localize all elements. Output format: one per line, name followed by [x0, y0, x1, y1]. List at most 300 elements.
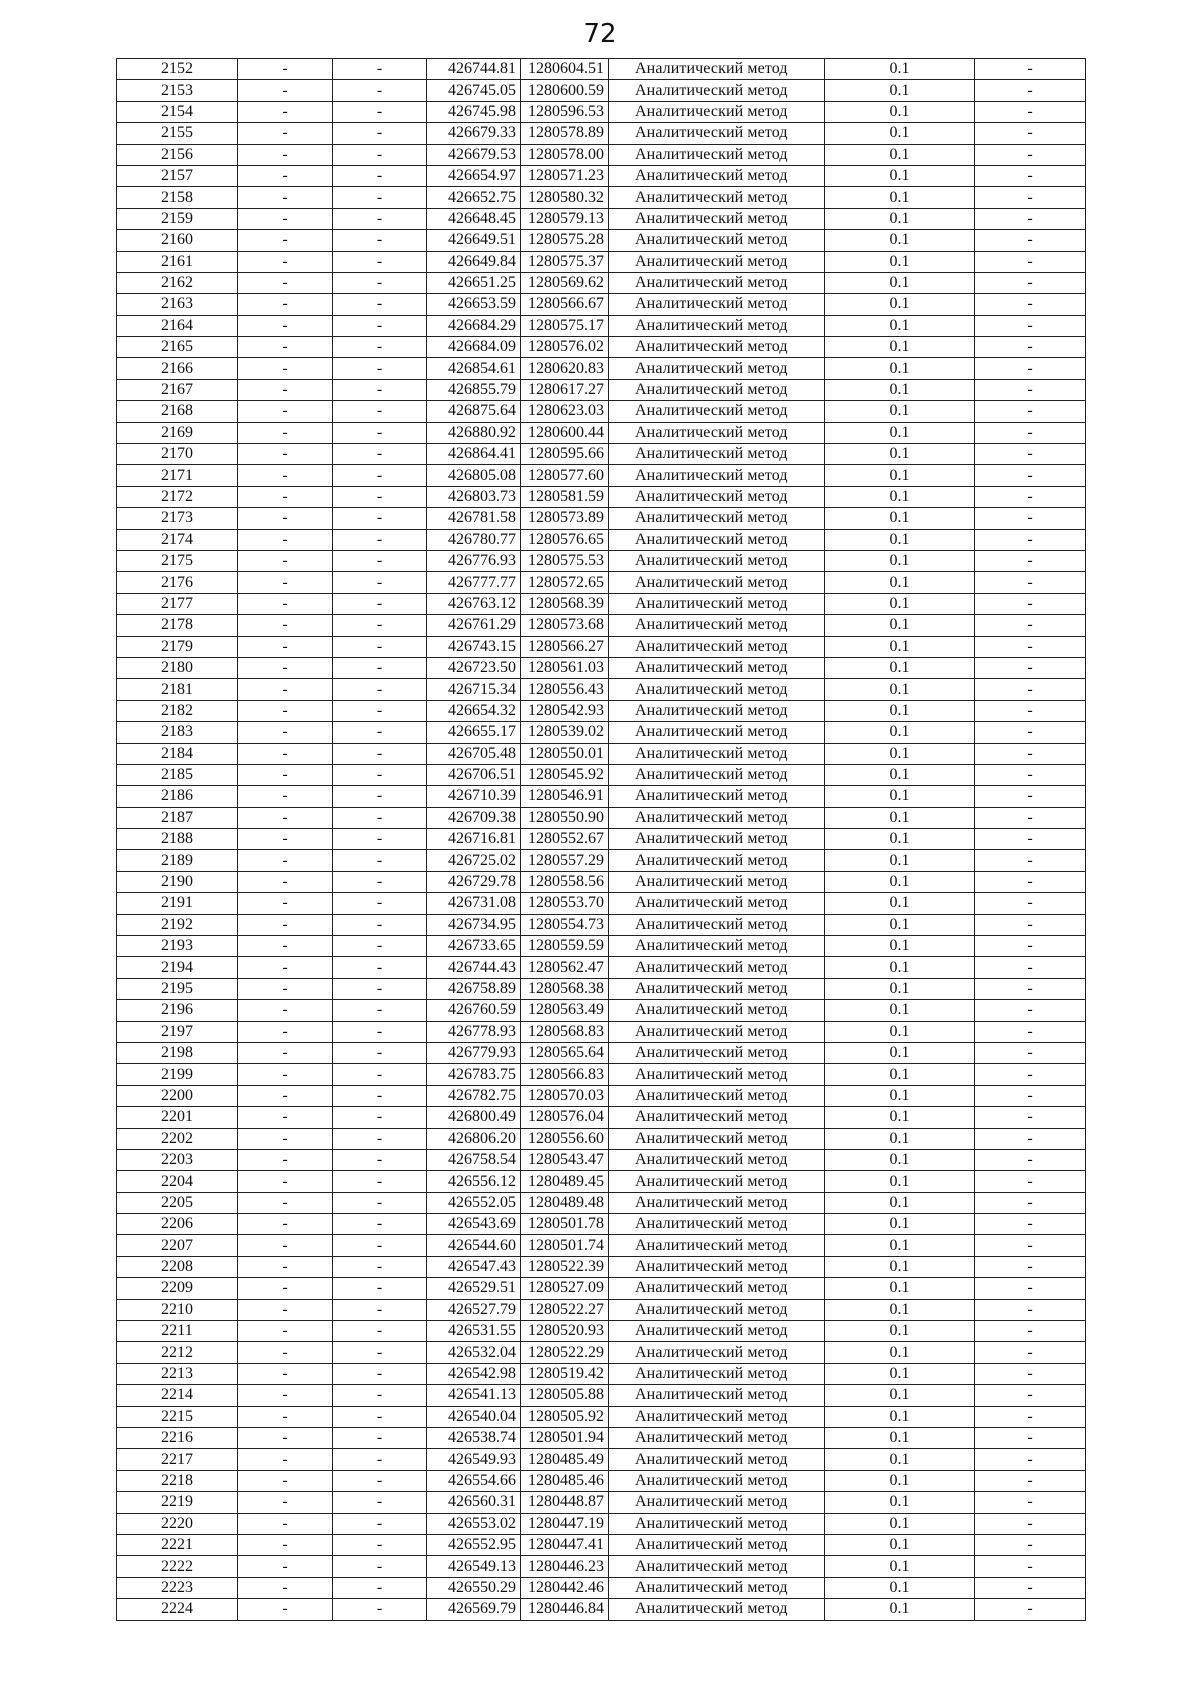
y-coordinate-cell: 1280600.59: [521, 80, 609, 101]
x-coordinate-cell: 426745.05: [427, 80, 521, 101]
y-coordinate-cell: 1280578.00: [521, 144, 609, 165]
method-cell: Аналитический метод: [609, 1235, 825, 1256]
point-number-cell: 2205: [117, 1192, 238, 1213]
empty-cell: -: [238, 1149, 333, 1170]
table-row: [117, 850, 1086, 871]
method-cell: Аналитический метод: [609, 1577, 825, 1598]
empty-cell: -: [975, 914, 1086, 935]
x-coordinate-cell: 426758.54: [427, 1149, 521, 1170]
point-number-cell: 2164: [117, 315, 238, 336]
precision-cell: 0.1: [825, 508, 975, 529]
empty-cell: -: [975, 593, 1086, 614]
y-coordinate-cell: 1280505.92: [521, 1406, 609, 1427]
method-cell: Аналитический метод: [609, 572, 825, 593]
method-cell: Аналитический метод: [609, 550, 825, 571]
y-coordinate-cell: 1280569.62: [521, 272, 609, 293]
empty-cell: -: [975, 636, 1086, 657]
empty-cell: -: [975, 165, 1086, 186]
table-row: [117, 465, 1086, 486]
y-coordinate-cell: 1280489.48: [521, 1192, 609, 1213]
precision-cell: 0.1: [825, 1256, 975, 1277]
y-coordinate-cell: 1280596.53: [521, 101, 609, 122]
empty-cell: -: [238, 1321, 333, 1342]
empty-cell: -: [238, 1534, 333, 1555]
table-row: [117, 144, 1086, 165]
table-row: [117, 1385, 1086, 1406]
empty-cell: -: [975, 957, 1086, 978]
empty-cell: -: [975, 1342, 1086, 1363]
empty-cell: -: [238, 1171, 333, 1192]
method-cell: Аналитический метод: [609, 422, 825, 443]
empty-cell: -: [238, 508, 333, 529]
empty-cell: -: [975, 379, 1086, 400]
point-number-cell: 2190: [117, 871, 238, 892]
precision-cell: 0.1: [825, 401, 975, 422]
empty-cell: -: [975, 1128, 1086, 1149]
y-coordinate-cell: 1280620.83: [521, 358, 609, 379]
empty-cell: -: [238, 636, 333, 657]
precision-cell: 0.1: [825, 101, 975, 122]
empty-cell: -: [975, 1085, 1086, 1106]
x-coordinate-cell: 426654.32: [427, 700, 521, 721]
empty-cell: -: [975, 743, 1086, 764]
x-coordinate-cell: 426733.65: [427, 936, 521, 957]
empty-cell: -: [333, 529, 427, 550]
point-number-cell: 2221: [117, 1534, 238, 1555]
precision-cell: 0.1: [825, 1192, 975, 1213]
y-coordinate-cell: 1280570.03: [521, 1085, 609, 1106]
x-coordinate-cell: 426806.20: [427, 1128, 521, 1149]
precision-cell: 0.1: [825, 1085, 975, 1106]
empty-cell: -: [975, 80, 1086, 101]
point-number-cell: 2213: [117, 1363, 238, 1384]
y-coordinate-cell: 1280520.93: [521, 1321, 609, 1342]
method-cell: Аналитический метод: [609, 165, 825, 186]
empty-cell: -: [333, 1064, 427, 1085]
x-coordinate-cell: 426540.04: [427, 1406, 521, 1427]
point-number-cell: 2217: [117, 1449, 238, 1470]
empty-cell: -: [975, 1321, 1086, 1342]
y-coordinate-cell: 1280604.51: [521, 59, 609, 80]
empty-cell: -: [333, 1256, 427, 1277]
precision-cell: 0.1: [825, 1000, 975, 1021]
empty-cell: -: [333, 1428, 427, 1449]
empty-cell: -: [238, 572, 333, 593]
point-number-cell: 2169: [117, 422, 238, 443]
x-coordinate-cell: 426529.51: [427, 1278, 521, 1299]
empty-cell: -: [333, 230, 427, 251]
empty-cell: -: [333, 422, 427, 443]
method-cell: Аналитический метод: [609, 508, 825, 529]
x-coordinate-cell: 426723.50: [427, 657, 521, 678]
x-coordinate-cell: 426880.92: [427, 422, 521, 443]
precision-cell: 0.1: [825, 1556, 975, 1577]
method-cell: Аналитический метод: [609, 529, 825, 550]
empty-cell: -: [238, 1192, 333, 1213]
x-coordinate-cell: 426549.13: [427, 1556, 521, 1577]
table-row: [117, 251, 1086, 272]
empty-cell: -: [975, 1214, 1086, 1235]
precision-cell: 0.1: [825, 358, 975, 379]
y-coordinate-cell: 1280485.49: [521, 1449, 609, 1470]
precision-cell: 0.1: [825, 144, 975, 165]
point-number-cell: 2182: [117, 700, 238, 721]
point-number-cell: 2177: [117, 593, 238, 614]
table-row: [117, 871, 1086, 892]
table-row: [117, 1256, 1086, 1277]
point-number-cell: 2174: [117, 529, 238, 550]
empty-cell: -: [333, 358, 427, 379]
point-number-cell: 2180: [117, 657, 238, 678]
method-cell: Аналитический метод: [609, 1513, 825, 1534]
x-coordinate-cell: 426855.79: [427, 379, 521, 400]
precision-cell: 0.1: [825, 550, 975, 571]
empty-cell: -: [238, 1299, 333, 1320]
precision-cell: 0.1: [825, 636, 975, 657]
empty-cell: -: [333, 764, 427, 785]
coordinates-table: [116, 58, 1086, 1621]
precision-cell: 0.1: [825, 1278, 975, 1299]
empty-cell: -: [975, 208, 1086, 229]
empty-cell: -: [238, 1406, 333, 1427]
point-number-cell: 2223: [117, 1577, 238, 1598]
method-cell: Аналитический метод: [609, 1085, 825, 1106]
empty-cell: -: [333, 315, 427, 336]
point-number-cell: 2196: [117, 1000, 238, 1021]
empty-cell: -: [238, 679, 333, 700]
empty-cell: -: [238, 764, 333, 785]
point-number-cell: 2170: [117, 444, 238, 465]
point-number-cell: 2181: [117, 679, 238, 700]
precision-cell: 0.1: [825, 593, 975, 614]
precision-cell: 0.1: [825, 1577, 975, 1598]
x-coordinate-cell: 426538.74: [427, 1428, 521, 1449]
empty-cell: -: [333, 1492, 427, 1513]
method-cell: Аналитический метод: [609, 1599, 825, 1620]
empty-cell: -: [238, 1235, 333, 1256]
x-coordinate-cell: 426783.75: [427, 1064, 521, 1085]
empty-cell: -: [975, 1556, 1086, 1577]
precision-cell: 0.1: [825, 465, 975, 486]
empty-cell: -: [333, 272, 427, 293]
empty-cell: -: [333, 465, 427, 486]
empty-cell: -: [975, 871, 1086, 892]
y-coordinate-cell: 1280575.53: [521, 550, 609, 571]
empty-cell: -: [975, 1470, 1086, 1491]
method-cell: Аналитический метод: [609, 1385, 825, 1406]
method-cell: Аналитический метод: [609, 1492, 825, 1513]
table-row: [117, 700, 1086, 721]
x-coordinate-cell: 426679.53: [427, 144, 521, 165]
table-row: [117, 829, 1086, 850]
precision-cell: 0.1: [825, 444, 975, 465]
table-body: [117, 59, 1086, 1621]
point-number-cell: 2187: [117, 807, 238, 828]
empty-cell: -: [975, 1042, 1086, 1063]
y-coordinate-cell: 1280575.17: [521, 315, 609, 336]
precision-cell: 0.1: [825, 1235, 975, 1256]
table-row: [117, 1235, 1086, 1256]
empty-cell: -: [238, 1021, 333, 1042]
empty-cell: -: [333, 486, 427, 507]
x-coordinate-cell: 426549.93: [427, 1449, 521, 1470]
table-row: [117, 1363, 1086, 1384]
point-number-cell: 2202: [117, 1128, 238, 1149]
method-cell: Аналитический метод: [609, 636, 825, 657]
table-row: [117, 893, 1086, 914]
y-coordinate-cell: 1280543.47: [521, 1149, 609, 1170]
empty-cell: -: [333, 978, 427, 999]
method-cell: Аналитический метод: [609, 1363, 825, 1384]
empty-cell: -: [975, 1107, 1086, 1128]
point-number-cell: 2192: [117, 914, 238, 935]
empty-cell: -: [333, 936, 427, 957]
method-cell: Аналитический метод: [609, 144, 825, 165]
x-coordinate-cell: 426560.31: [427, 1492, 521, 1513]
y-coordinate-cell: 1280559.59: [521, 936, 609, 957]
empty-cell: -: [333, 957, 427, 978]
table-row: [117, 422, 1086, 443]
y-coordinate-cell: 1280562.47: [521, 957, 609, 978]
x-coordinate-cell: 426715.34: [427, 679, 521, 700]
empty-cell: -: [975, 550, 1086, 571]
precision-cell: 0.1: [825, 294, 975, 315]
point-number-cell: 2171: [117, 465, 238, 486]
precision-cell: 0.1: [825, 1492, 975, 1513]
x-coordinate-cell: 426556.12: [427, 1171, 521, 1192]
point-number-cell: 2156: [117, 144, 238, 165]
method-cell: Аналитический метод: [609, 101, 825, 122]
precision-cell: 0.1: [825, 722, 975, 743]
precision-cell: 0.1: [825, 486, 975, 507]
table-row: [117, 1278, 1086, 1299]
empty-cell: -: [238, 593, 333, 614]
x-coordinate-cell: 426648.45: [427, 208, 521, 229]
x-coordinate-cell: 426780.77: [427, 529, 521, 550]
point-number-cell: 2198: [117, 1042, 238, 1063]
method-cell: Аналитический метод: [609, 1107, 825, 1128]
empty-cell: -: [238, 444, 333, 465]
method-cell: Аналитический метод: [609, 1064, 825, 1085]
empty-cell: -: [975, 144, 1086, 165]
empty-cell: -: [238, 1107, 333, 1128]
empty-cell: -: [238, 936, 333, 957]
method-cell: Аналитический метод: [609, 978, 825, 999]
empty-cell: -: [238, 829, 333, 850]
point-number-cell: 2179: [117, 636, 238, 657]
x-coordinate-cell: 426527.79: [427, 1299, 521, 1320]
method-cell: Аналитический метод: [609, 486, 825, 507]
empty-cell: -: [238, 59, 333, 80]
method-cell: Аналитический метод: [609, 807, 825, 828]
precision-cell: 0.1: [825, 1021, 975, 1042]
precision-cell: 0.1: [825, 165, 975, 186]
empty-cell: -: [238, 850, 333, 871]
empty-cell: -: [333, 679, 427, 700]
point-number-cell: 2191: [117, 893, 238, 914]
method-cell: Аналитический метод: [609, 1321, 825, 1342]
table-row: [117, 593, 1086, 614]
table-row: [117, 1406, 1086, 1427]
y-coordinate-cell: 1280527.09: [521, 1278, 609, 1299]
empty-cell: -: [333, 593, 427, 614]
x-coordinate-cell: 426550.29: [427, 1577, 521, 1598]
empty-cell: -: [975, 59, 1086, 80]
table-row: [117, 657, 1086, 678]
empty-cell: -: [333, 1599, 427, 1620]
empty-cell: -: [238, 208, 333, 229]
point-number-cell: 2208: [117, 1256, 238, 1277]
empty-cell: -: [333, 1042, 427, 1063]
x-coordinate-cell: 426649.84: [427, 251, 521, 272]
x-coordinate-cell: 426649.51: [427, 230, 521, 251]
empty-cell: -: [333, 80, 427, 101]
x-coordinate-cell: 426803.73: [427, 486, 521, 507]
empty-cell: -: [238, 1599, 333, 1620]
method-cell: Аналитический метод: [609, 294, 825, 315]
precision-cell: 0.1: [825, 1342, 975, 1363]
y-coordinate-cell: 1280565.64: [521, 1042, 609, 1063]
y-coordinate-cell: 1280447.19: [521, 1513, 609, 1534]
point-number-cell: 2162: [117, 272, 238, 293]
table-row: [117, 1470, 1086, 1491]
point-number-cell: 2175: [117, 550, 238, 571]
y-coordinate-cell: 1280553.70: [521, 893, 609, 914]
precision-cell: 0.1: [825, 764, 975, 785]
empty-cell: -: [333, 893, 427, 914]
empty-cell: -: [975, 465, 1086, 486]
y-coordinate-cell: 1280563.49: [521, 1000, 609, 1021]
table-row: [117, 743, 1086, 764]
precision-cell: 0.1: [825, 1128, 975, 1149]
x-coordinate-cell: 426761.29: [427, 615, 521, 636]
precision-cell: 0.1: [825, 1406, 975, 1427]
precision-cell: 0.1: [825, 529, 975, 550]
x-coordinate-cell: 426544.60: [427, 1235, 521, 1256]
precision-cell: 0.1: [825, 572, 975, 593]
x-coordinate-cell: 426679.33: [427, 123, 521, 144]
point-number-cell: 2209: [117, 1278, 238, 1299]
table-row: [117, 1021, 1086, 1042]
method-cell: Аналитический метод: [609, 593, 825, 614]
empty-cell: -: [333, 294, 427, 315]
precision-cell: 0.1: [825, 829, 975, 850]
table-row: [117, 101, 1086, 122]
empty-cell: -: [333, 850, 427, 871]
y-coordinate-cell: 1280600.44: [521, 422, 609, 443]
table-row: [117, 208, 1086, 229]
precision-cell: 0.1: [825, 315, 975, 336]
empty-cell: -: [333, 508, 427, 529]
empty-cell: -: [333, 1192, 427, 1213]
empty-cell: -: [238, 272, 333, 293]
empty-cell: -: [975, 1577, 1086, 1598]
y-coordinate-cell: 1280501.78: [521, 1214, 609, 1235]
method-cell: Аналитический метод: [609, 850, 825, 871]
precision-cell: 0.1: [825, 1449, 975, 1470]
empty-cell: -: [975, 786, 1086, 807]
empty-cell: -: [238, 315, 333, 336]
precision-cell: 0.1: [825, 743, 975, 764]
empty-cell: -: [238, 1577, 333, 1598]
method-cell: Аналитический метод: [609, 1256, 825, 1277]
empty-cell: -: [333, 251, 427, 272]
point-number-cell: 2193: [117, 936, 238, 957]
empty-cell: -: [238, 1128, 333, 1149]
table-row: [117, 1492, 1086, 1513]
empty-cell: -: [333, 1278, 427, 1299]
y-coordinate-cell: 1280566.83: [521, 1064, 609, 1085]
method-cell: Аналитический метод: [609, 59, 825, 80]
empty-cell: -: [975, 1363, 1086, 1384]
x-coordinate-cell: 426745.98: [427, 101, 521, 122]
empty-cell: -: [975, 764, 1086, 785]
empty-cell: -: [975, 679, 1086, 700]
empty-cell: -: [238, 1449, 333, 1470]
point-number-cell: 2186: [117, 786, 238, 807]
empty-cell: -: [238, 123, 333, 144]
method-cell: Аналитический метод: [609, 700, 825, 721]
method-cell: Аналитический метод: [609, 1000, 825, 1021]
empty-cell: -: [333, 722, 427, 743]
x-coordinate-cell: 426684.09: [427, 337, 521, 358]
point-number-cell: 2203: [117, 1149, 238, 1170]
method-cell: Аналитический метод: [609, 465, 825, 486]
empty-cell: -: [333, 1470, 427, 1491]
table-row: [117, 59, 1086, 80]
empty-cell: -: [333, 550, 427, 571]
point-number-cell: 2199: [117, 1064, 238, 1085]
point-number-cell: 2160: [117, 230, 238, 251]
empty-cell: -: [238, 700, 333, 721]
method-cell: Аналитический метод: [609, 1470, 825, 1491]
precision-cell: 0.1: [825, 379, 975, 400]
method-cell: Аналитический метод: [609, 123, 825, 144]
y-coordinate-cell: 1280575.37: [521, 251, 609, 272]
point-number-cell: 2154: [117, 101, 238, 122]
x-coordinate-cell: 426875.64: [427, 401, 521, 422]
table-row: [117, 764, 1086, 785]
table-row: [117, 1171, 1086, 1192]
precision-cell: 0.1: [825, 615, 975, 636]
precision-cell: 0.1: [825, 1385, 975, 1406]
empty-cell: -: [333, 1085, 427, 1106]
method-cell: Аналитический метод: [609, 1342, 825, 1363]
empty-cell: -: [975, 272, 1086, 293]
empty-cell: -: [975, 1021, 1086, 1042]
precision-cell: 0.1: [825, 1470, 975, 1491]
empty-cell: -: [975, 230, 1086, 251]
x-coordinate-cell: 426744.43: [427, 957, 521, 978]
empty-cell: -: [975, 1492, 1086, 1513]
empty-cell: -: [238, 550, 333, 571]
empty-cell: -: [238, 251, 333, 272]
empty-cell: -: [333, 101, 427, 122]
method-cell: Аналитический метод: [609, 871, 825, 892]
x-coordinate-cell: 426781.58: [427, 508, 521, 529]
empty-cell: -: [975, 936, 1086, 957]
point-number-cell: 2207: [117, 1235, 238, 1256]
empty-cell: -: [333, 1214, 427, 1235]
empty-cell: -: [975, 187, 1086, 208]
table-row: [117, 508, 1086, 529]
method-cell: Аналитический метод: [609, 1449, 825, 1470]
table-row: [117, 978, 1086, 999]
table-row: [117, 636, 1086, 657]
empty-cell: -: [238, 871, 333, 892]
x-coordinate-cell: 426854.61: [427, 358, 521, 379]
point-number-cell: 2152: [117, 59, 238, 80]
